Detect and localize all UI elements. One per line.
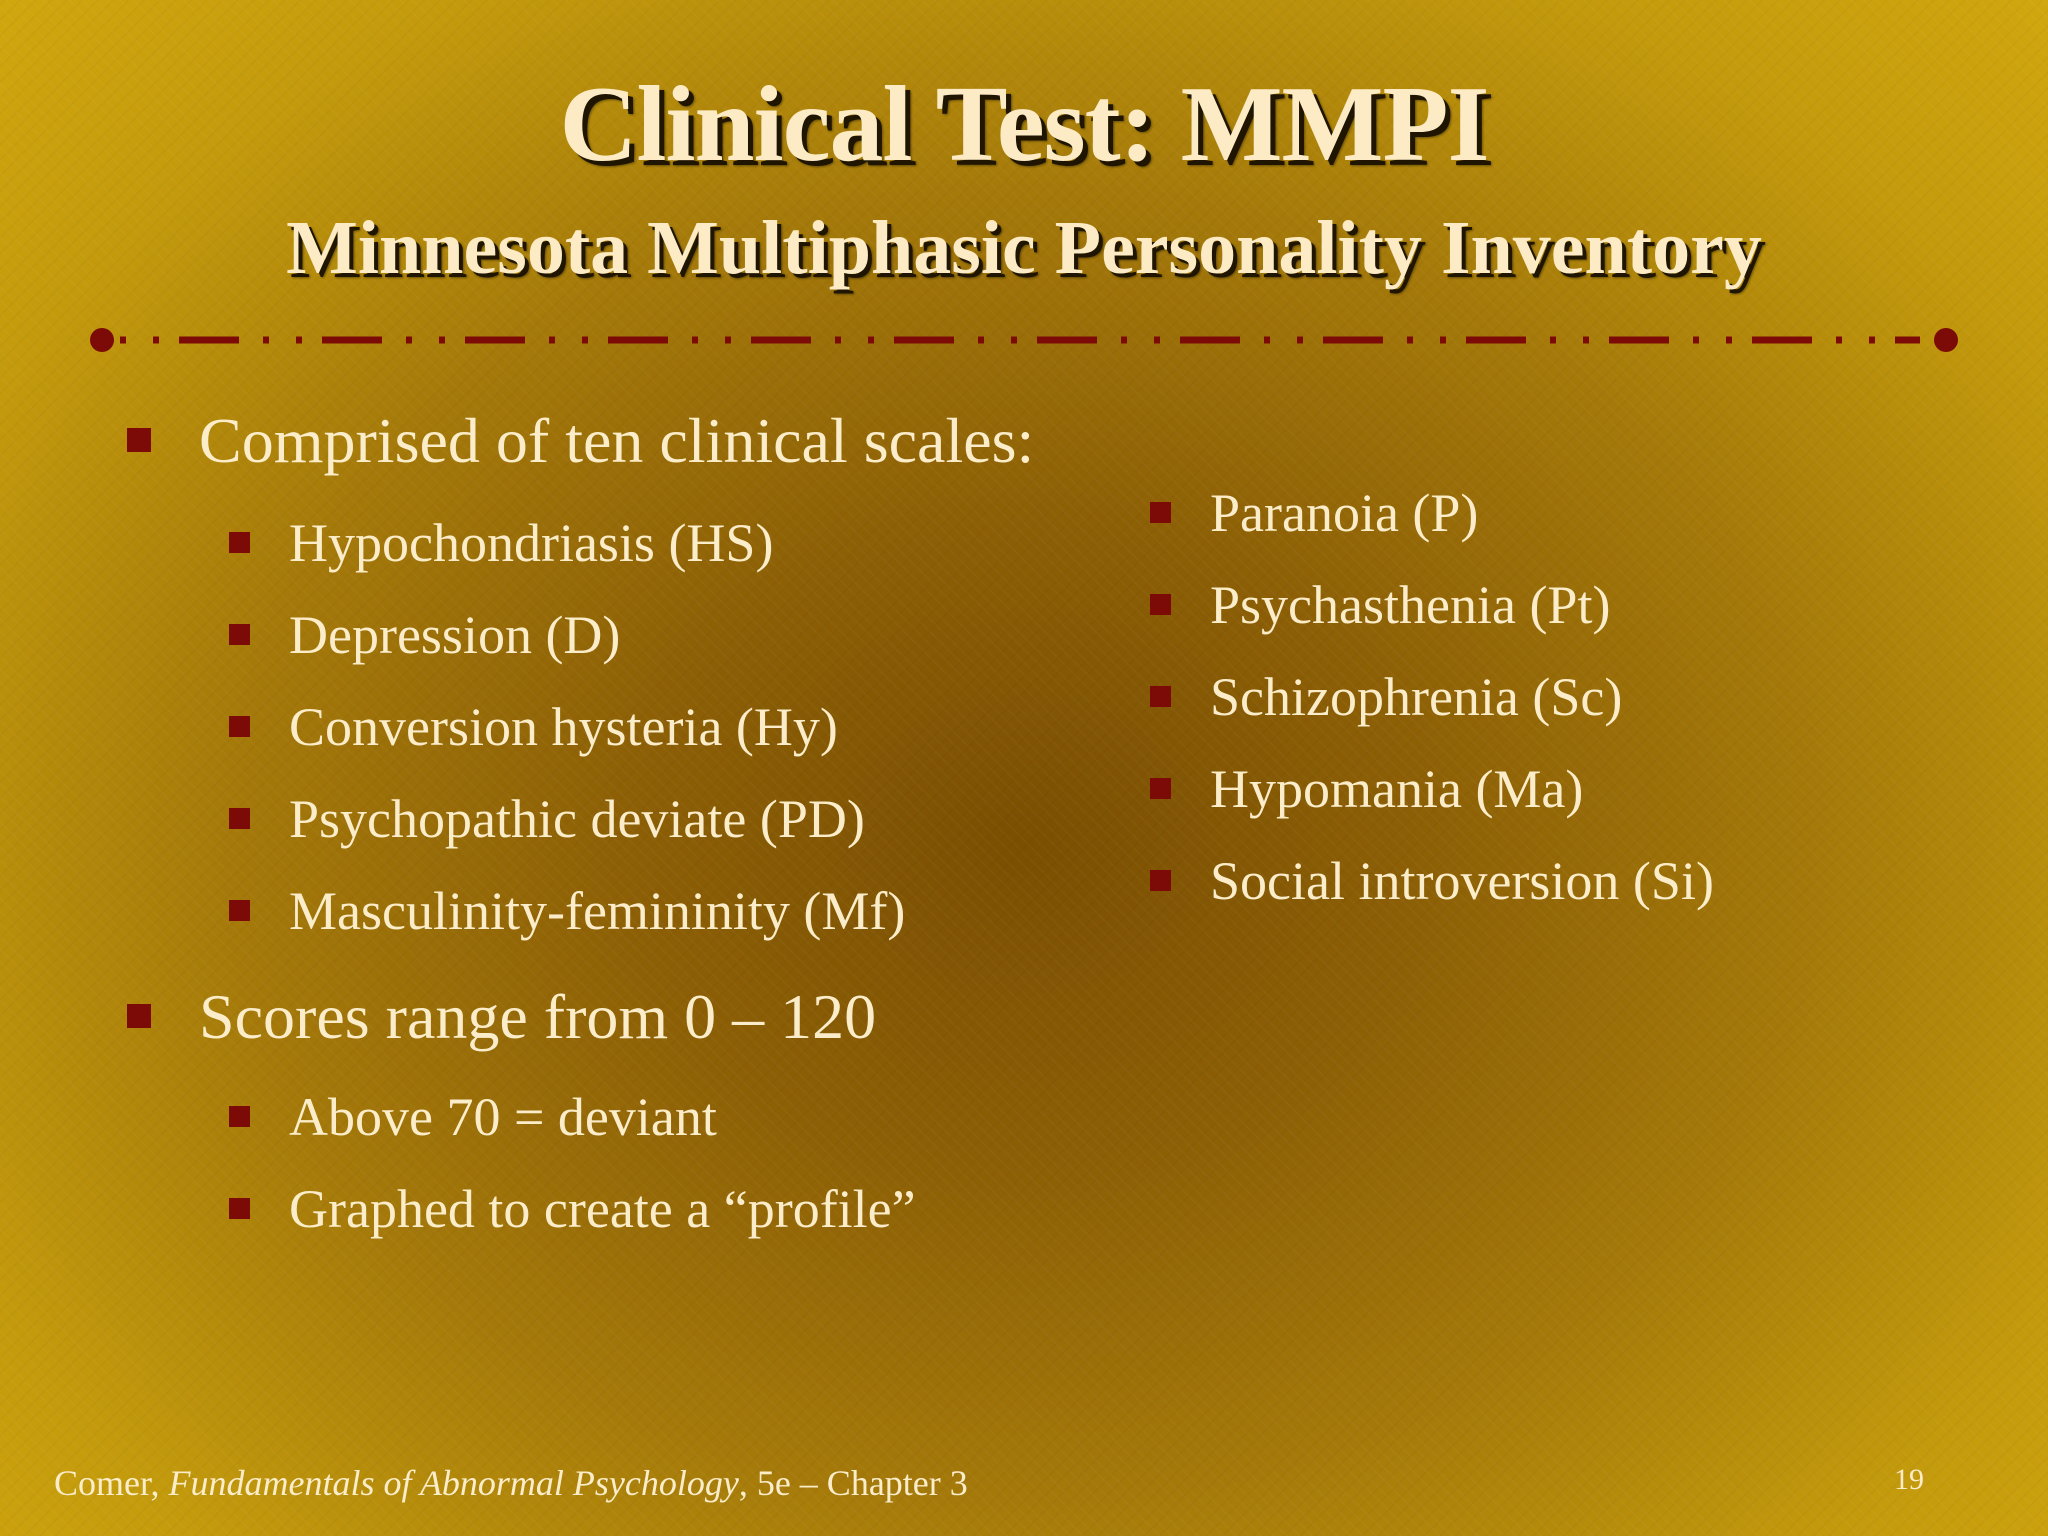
slide-title: Clinical Test: MMPI: [559, 65, 1489, 184]
bullet-clinical-scales: Comprised of ten clinical scales:: [199, 405, 1035, 476]
bullet-square-icon: [229, 1198, 250, 1219]
slide-subtitle: Minnesota Multiphasic Personality Inventory: [286, 206, 1762, 290]
bullet-square-icon: [1150, 502, 1171, 523]
score-detail-item: Above 70 = deviant: [289, 1087, 717, 1147]
scale-item: Paranoia (P): [1210, 483, 1479, 543]
score-detail-item: Graphed to create a “profile”: [289, 1179, 916, 1239]
scale-item: Masculinity-femininity (Mf): [289, 881, 906, 941]
footer-book-title: Fundamentals of Abnormal Psychology: [168, 1463, 739, 1503]
slide-footer: [54, 1458, 968, 1508]
bullet-square-icon: [229, 624, 250, 645]
title-divider: [80, 320, 1960, 360]
bullet-square-icon: [229, 900, 250, 921]
bullet-square-icon: [229, 716, 250, 737]
bullet-square-icon: [1150, 778, 1171, 799]
scale-item: Depression (D): [289, 605, 621, 665]
page-number: 19: [1894, 1463, 1924, 1496]
divider-end-dot-left: [90, 328, 114, 352]
bullet-square-icon: [229, 1106, 250, 1127]
bullet-square-icon: [229, 808, 250, 829]
bullet-square-icon: [1150, 870, 1171, 891]
scale-item: Psychopathic deviate (PD): [289, 789, 865, 849]
bullet-square-icon: [127, 428, 151, 452]
bullet-square-icon: [1150, 594, 1171, 615]
bullet-square-icon: [127, 1004, 151, 1028]
bullet-square-icon: [229, 532, 250, 553]
scale-item: Conversion hysteria (Hy): [289, 697, 838, 757]
footer-edition-chapter: , 5e – Chapter 3: [738, 1463, 968, 1503]
footer-author: Comer,: [54, 1463, 169, 1503]
bullet-score-range: Scores range from 0 – 120: [199, 981, 877, 1052]
scale-item: Hypomania (Ma): [1210, 759, 1584, 819]
bullet-square-icon: [1150, 686, 1171, 707]
divider-end-dot-right: [1934, 328, 1958, 352]
scale-item: Social introversion (Si): [1210, 851, 1714, 911]
scale-item: Schizophrenia (Sc): [1210, 667, 1623, 727]
scale-item: Psychasthenia (Pt): [1210, 575, 1611, 635]
scale-item: Hypochondriasis (HS): [289, 513, 774, 573]
